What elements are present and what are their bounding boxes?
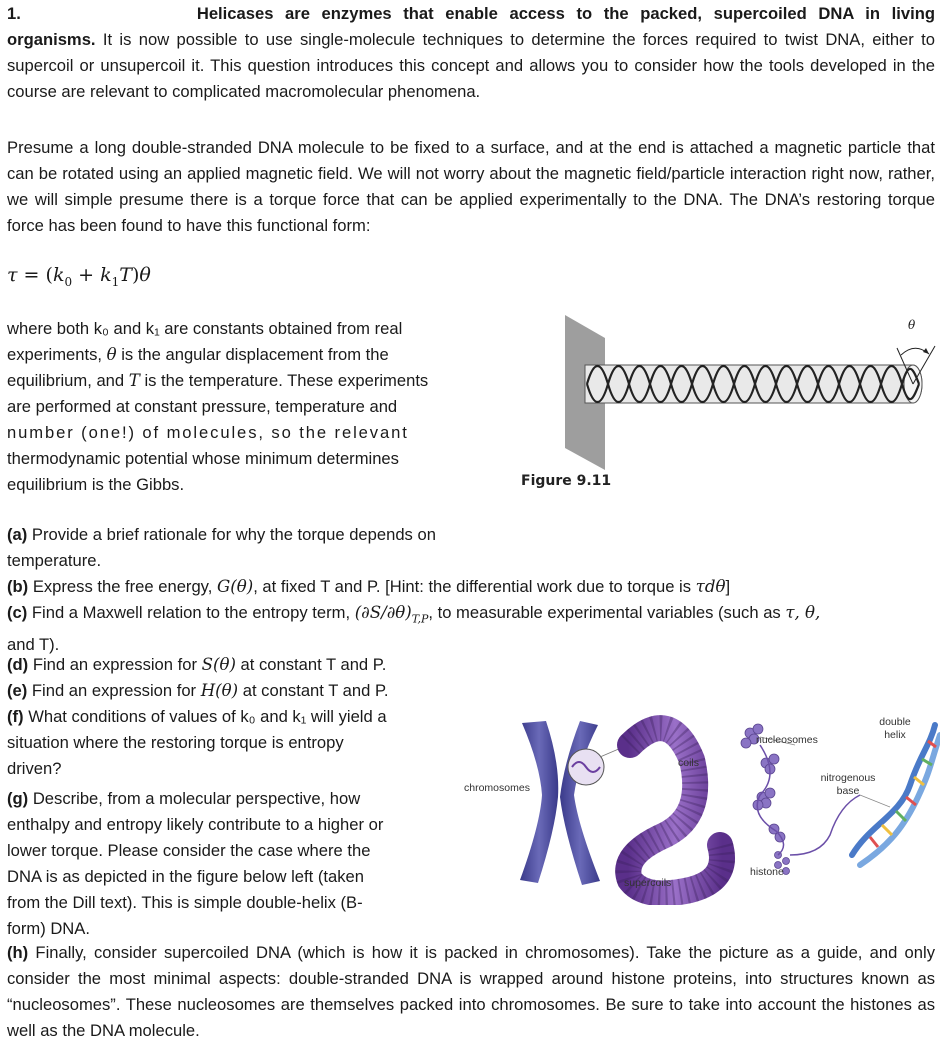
where-line-5: number (one!) of molecules, so the relevant [7,423,409,442]
label-nitrogenous-base: nitrogenous base [820,772,876,797]
question-f: (f) What conditions of values of k₀ and k₁ will yield a situation where the restoring torque is entropy driven? [7,707,387,778]
dna-torque-figure [515,310,945,475]
question-d: (d) Find an expression for S(θ) at constant T and P. [7,655,387,674]
eq-close: ) [131,264,140,286]
linker-dna-2 [790,795,860,855]
eq-k1: k [100,264,112,286]
question-h: (h) Finally, consider supercoiled DNA (which is how it is packed in chromosomes). Take the picture as a guide, and only consider the most minimal aspects: double-stranded DNA is wrapped around histone proteins, into structures known as “nucleosomes”. These nucleosomes are themselves packed into chromosomes. Be sure to take into account the histones as well as the DNA molecule. [7,943,935,1040]
where-line-7: equilibrium is the Gibbs. [7,475,185,494]
eq-sub0: 0 [64,274,73,289]
label-coils: coils [678,757,700,769]
question-c: (c) Find a Maxwell relation to the entropy term, $(\partial S/\partial\theta)_{T,P}$, to measurable experimental variables (such as τ, θ, and T). [7,603,821,655]
question-g: (g) Describe, from a molecular perspective, how enthalpy and entropy likely contribute to a higher or lower torque. Please consider the case where the DNA is as depicted in the figure below left (taken from the Dill text). This is simple double-helix (B- form) DNA. [7,789,384,938]
where-T: T [128,371,140,390]
eq-plus: + [72,264,101,286]
eq-equals: = ( [17,264,53,286]
intro-rest: It is now possible to use single-molecule techniques to determine the forces required to twist DNA, either to supercoil or unsupercoil it. This question introduces this concept and allows you to consider how the tools developed in the course are relevant to complicated macromolecular phenomena. [7,30,935,101]
chromosome-right-arm [560,721,600,885]
where-line-4: are performed at constant pressure, temperature and [7,397,398,416]
chromatin-figure [460,705,940,905]
supercoil-fiber [628,728,722,893]
label-histone: histone [750,866,784,878]
dna-rod [585,365,922,403]
intro-bold-lead: Helicases are enzymes that enable access to the packed, supercoiled DNA in living organisms. [7,4,935,49]
question-e: (e) Find an expression for H(θ) at constant T and P. [7,681,389,700]
question-b: (b) Express the free energy, G(θ), at fixed T and P. [Hint: the differential work due to torque is τdθ] [7,577,731,596]
label-nucleosomes: nucleosomes [756,734,818,746]
where-line-1: where both k₀ and k₁ are constants obtained from real [7,319,403,338]
torque-equation [7,262,151,295]
eq-theta: θ [139,264,151,286]
eq-k0: k [52,264,65,286]
setup-paragraph: Presume a long double-stranded DNA molecule to be fixed to a surface, and at the end is attached a magnetic particle that can be rotated using an applied magnetic field. We will not worry about the magnetic field/particle interaction right now, rather, we will simple presume there is a torque force that can be applied experimentally to the DNA. The DNA’s restoring torque force has been found to have this functional form: [7,138,935,235]
where-line-6: thermodynamic potential whose minimum determines [7,449,399,468]
question-number: 1. [7,4,21,23]
label-chromosomes: chromosomes [464,782,530,794]
intro-paragraph [7,1,935,105]
question-a: (a) Provide a brief rationale for why the torque depends on temperature. [7,525,436,570]
label-supercoils: supercoils [624,877,672,889]
figure-theta-label: θ [908,318,916,332]
figure-caption: Figure 9.11 [521,473,612,489]
label-double-helix: double helix [879,716,911,741]
eq-sub1: 1 [111,274,120,289]
where-theta: θ [106,345,117,364]
angle-arrow [923,348,929,354]
where-paragraph: where both k₀ and k₁ are constants obtained from real experiments, θ is the angular displacement from the equilibrium, and T is the temperature. These experiments are performed at constant pressure, temperature and number (one!) of molecules, so the relevant thermodynamic potential whose minimum determines equilibrium is the Gibbs. [7,316,483,498]
chromosome-left-arm [520,721,558,883]
eq-tau: τ [7,264,18,286]
eq-T: T [119,264,132,286]
